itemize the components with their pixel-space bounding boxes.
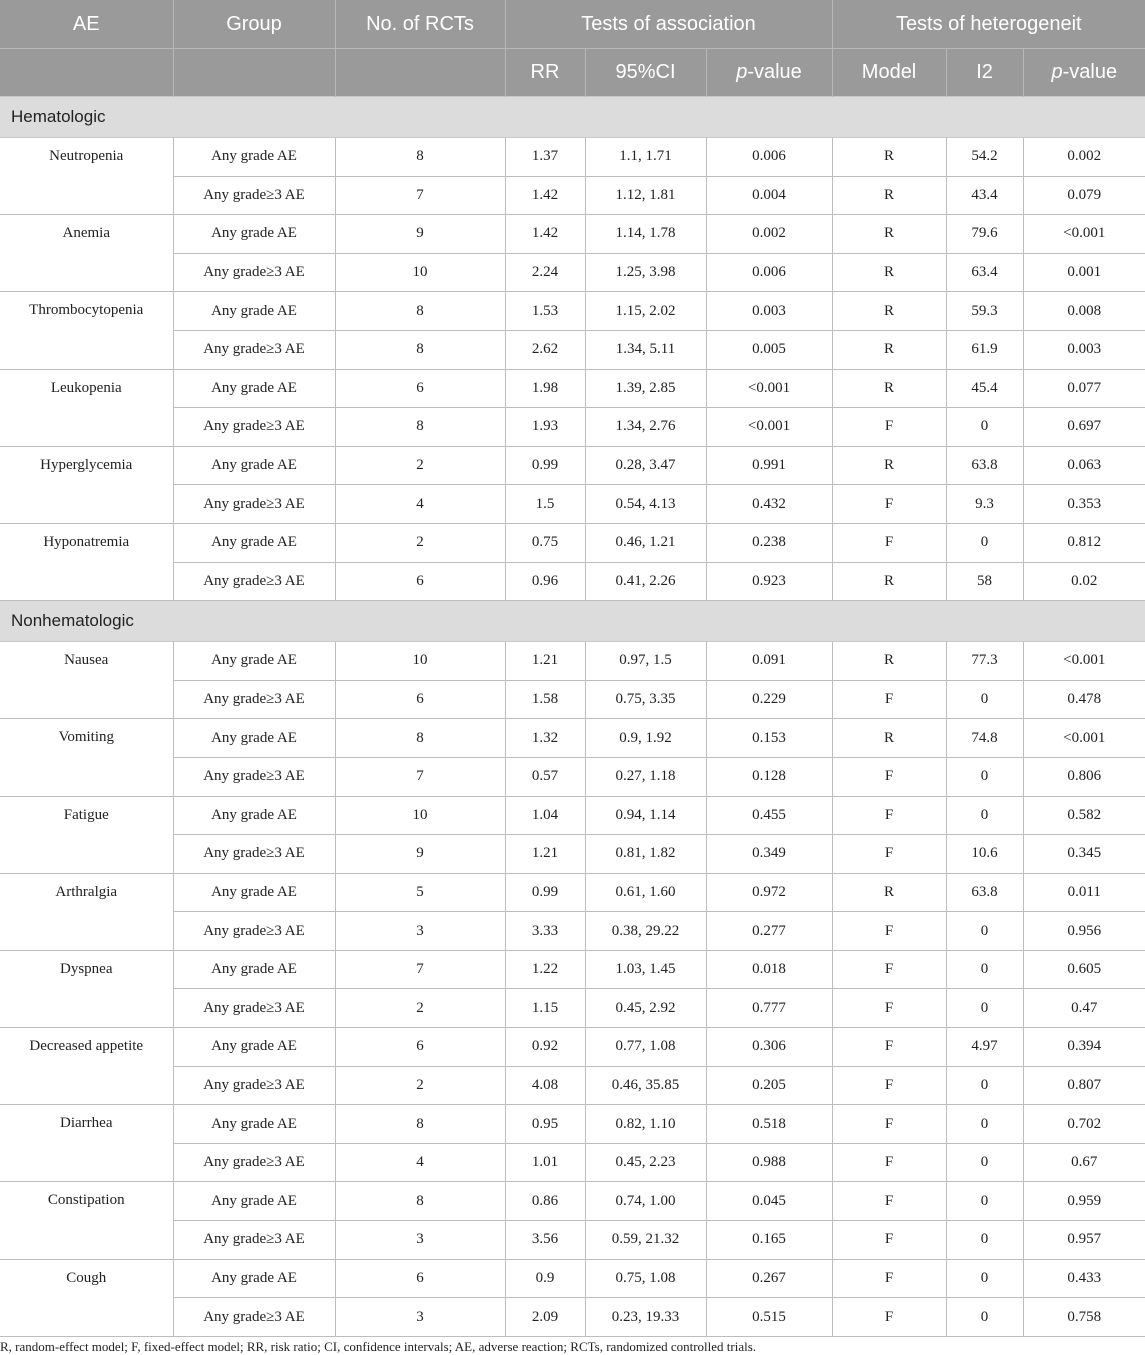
rr-cell: 1.22 <box>505 950 585 989</box>
heterogeneity-p-value-cell: 0.956 <box>1023 912 1145 951</box>
table-row <box>0 215 1145 254</box>
rr-cell: 3.56 <box>505 1221 585 1260</box>
i2-cell: 61.9 <box>946 330 1023 369</box>
rr-cell: 1.53 <box>505 292 585 331</box>
table-footnote: R, random-effect model; F, fixed-effect model; RR, risk ratio; CI, confidence intervals; AE, adverse reaction; RCTs, randomized controlled trials. <box>0 1339 757 1354</box>
group-cell: Any grade AE <box>173 1105 335 1144</box>
table-row <box>0 523 1145 562</box>
heterogeneity-p-value-cell: 0.001 <box>1023 253 1145 292</box>
heterogeneity-p-value-cell: 0.47 <box>1023 989 1145 1028</box>
header-rr: RR <box>505 49 585 97</box>
table-row <box>0 292 1145 331</box>
rcts-count-cell: 2 <box>335 446 505 485</box>
model-cell: F <box>832 757 946 796</box>
ae-name-cell: Thrombocytopenia <box>0 292 173 369</box>
header-p-italic: p <box>736 61 748 83</box>
rr-cell: 2.62 <box>505 330 585 369</box>
group-cell: Any grade AE <box>173 446 335 485</box>
heterogeneity-p-value-cell: 0.812 <box>1023 523 1145 562</box>
table-row <box>0 1259 1145 1298</box>
group-cell: Any grade≥3 AE <box>173 1143 335 1182</box>
p-value-cell: 0.045 <box>706 1182 832 1221</box>
header-het-p-rest: -value <box>1062 61 1118 83</box>
group-cell: Any grade≥3 AE <box>173 408 335 447</box>
table-row <box>0 719 1145 758</box>
ae-name-cell: Fatigue <box>0 796 173 873</box>
header-het-p-value <box>1023 49 1145 97</box>
ci-cell: 0.94, 1.14 <box>585 796 706 835</box>
i2-cell: 58 <box>946 562 1023 601</box>
model-cell: F <box>832 1182 946 1221</box>
group-cell: Any grade≥3 AE <box>173 989 335 1028</box>
ci-cell: 1.34, 5.11 <box>585 330 706 369</box>
model-cell: F <box>832 485 946 524</box>
header-het-p-italic: p <box>1051 61 1063 83</box>
model-cell: F <box>832 1028 946 1067</box>
i2-cell: 0 <box>946 1143 1023 1182</box>
ae-name-cell: Hyponatremia <box>0 523 173 600</box>
heterogeneity-p-value-cell: 0.807 <box>1023 1066 1145 1105</box>
rr-cell: 0.86 <box>505 1182 585 1221</box>
rr-cell: 2.09 <box>505 1298 585 1337</box>
header-tests-association: Tests of association <box>505 0 832 49</box>
rr-cell: 1.21 <box>505 642 585 681</box>
ae-name-cell: Constipation <box>0 1182 173 1259</box>
section-title: Hematologic <box>0 97 1145 138</box>
group-cell: Any grade AE <box>173 719 335 758</box>
p-value-cell: 0.455 <box>706 796 832 835</box>
i2-cell: 43.4 <box>946 176 1023 215</box>
rr-cell: 4.08 <box>505 1066 585 1105</box>
rcts-count-cell: 6 <box>335 369 505 408</box>
rcts-count-cell: 9 <box>335 215 505 254</box>
p-value-cell: 0.306 <box>706 1028 832 1067</box>
i2-cell: 0 <box>946 1066 1023 1105</box>
ci-cell: 0.9, 1.92 <box>585 719 706 758</box>
rcts-count-cell: 8 <box>335 1182 505 1221</box>
rcts-count-cell: 4 <box>335 1143 505 1182</box>
heterogeneity-p-value-cell: 0.605 <box>1023 950 1145 989</box>
heterogeneity-p-value-cell: 0.806 <box>1023 757 1145 796</box>
ci-cell: 1.14, 1.78 <box>585 215 706 254</box>
group-cell: Any grade AE <box>173 1259 335 1298</box>
model-cell: R <box>832 176 946 215</box>
group-cell: Any grade AE <box>173 1182 335 1221</box>
header-group-sub <box>173 49 335 97</box>
ci-cell: 1.39, 2.85 <box>585 369 706 408</box>
i2-cell: 10.6 <box>946 835 1023 874</box>
header-ae-sub <box>0 49 173 97</box>
rcts-count-cell: 8 <box>335 292 505 331</box>
table-row <box>0 446 1145 485</box>
header-p-value <box>706 49 832 97</box>
table-row <box>0 1105 1145 1144</box>
i2-cell: 0 <box>946 1298 1023 1337</box>
model-cell: F <box>832 1066 946 1105</box>
p-value-cell: 0.988 <box>706 1143 832 1182</box>
rcts-count-cell: 8 <box>335 719 505 758</box>
p-value-cell: 0.277 <box>706 912 832 951</box>
model-cell: F <box>832 835 946 874</box>
heterogeneity-p-value-cell: <0.001 <box>1023 215 1145 254</box>
ae-name-cell: Leukopenia <box>0 369 173 446</box>
rr-cell: 1.01 <box>505 1143 585 1182</box>
heterogeneity-p-value-cell: 0.003 <box>1023 330 1145 369</box>
rcts-count-cell: 2 <box>335 1066 505 1105</box>
model-cell: F <box>832 408 946 447</box>
group-cell: Any grade≥3 AE <box>173 176 335 215</box>
heterogeneity-p-value-cell: 0.959 <box>1023 1182 1145 1221</box>
p-value-cell: 0.267 <box>706 1259 832 1298</box>
i2-cell: 0 <box>946 950 1023 989</box>
rcts-count-cell: 8 <box>335 408 505 447</box>
ci-cell: 0.75, 3.35 <box>585 680 706 719</box>
heterogeneity-p-value-cell: 0.394 <box>1023 1028 1145 1067</box>
heterogeneity-p-value-cell: 0.582 <box>1023 796 1145 835</box>
rcts-count-cell: 2 <box>335 989 505 1028</box>
p-value-cell: 0.515 <box>706 1298 832 1337</box>
ci-cell: 0.27, 1.18 <box>585 757 706 796</box>
p-value-cell: <0.001 <box>706 408 832 447</box>
model-cell: R <box>832 292 946 331</box>
table-row <box>0 1028 1145 1067</box>
ci-cell: 0.75, 1.08 <box>585 1259 706 1298</box>
rr-cell: 0.92 <box>505 1028 585 1067</box>
i2-cell: 79.6 <box>946 215 1023 254</box>
heterogeneity-p-value-cell: 0.011 <box>1023 873 1145 912</box>
rr-cell: 1.58 <box>505 680 585 719</box>
rr-cell: 0.99 <box>505 446 585 485</box>
rcts-count-cell: 7 <box>335 176 505 215</box>
ci-cell: 0.45, 2.92 <box>585 989 706 1028</box>
ci-cell: 0.97, 1.5 <box>585 642 706 681</box>
p-value-cell: 0.006 <box>706 253 832 292</box>
ci-cell: 0.59, 21.32 <box>585 1221 706 1260</box>
group-cell: Any grade≥3 AE <box>173 680 335 719</box>
p-value-cell: 0.205 <box>706 1066 832 1105</box>
rr-cell: 1.98 <box>505 369 585 408</box>
i2-cell: 0 <box>946 680 1023 719</box>
group-cell: Any grade≥3 AE <box>173 835 335 874</box>
i2-cell: 0 <box>946 523 1023 562</box>
rcts-count-cell: 8 <box>335 1105 505 1144</box>
ci-cell: 0.74, 1.00 <box>585 1182 706 1221</box>
table-row <box>0 950 1145 989</box>
ci-cell: 0.61, 1.60 <box>585 873 706 912</box>
p-value-cell: 0.128 <box>706 757 832 796</box>
i2-cell: 63.4 <box>946 253 1023 292</box>
group-cell: Any grade≥3 AE <box>173 562 335 601</box>
model-cell: F <box>832 1105 946 1144</box>
p-value-cell: 0.991 <box>706 446 832 485</box>
i2-cell: 63.8 <box>946 873 1023 912</box>
header-tests-heterogeneity: Tests of heterogeneit <box>832 0 1145 49</box>
header-model: Model <box>832 49 946 97</box>
i2-cell: 0 <box>946 1182 1023 1221</box>
rr-cell: 1.04 <box>505 796 585 835</box>
i2-cell: 77.3 <box>946 642 1023 681</box>
model-cell: R <box>832 562 946 601</box>
table-row <box>0 1182 1145 1221</box>
group-cell: Any grade AE <box>173 138 335 177</box>
p-value-cell: 0.091 <box>706 642 832 681</box>
heterogeneity-p-value-cell: 0.702 <box>1023 1105 1145 1144</box>
table-row <box>0 873 1145 912</box>
p-value-cell: 0.165 <box>706 1221 832 1260</box>
rcts-count-cell: 9 <box>335 835 505 874</box>
ae-name-cell: Dyspnea <box>0 950 173 1027</box>
model-cell: R <box>832 138 946 177</box>
header-p-rest: -value <box>747 61 802 83</box>
rr-cell: 1.42 <box>505 176 585 215</box>
rcts-count-cell: 3 <box>335 1221 505 1260</box>
rr-cell: 0.95 <box>505 1105 585 1144</box>
group-cell: Any grade≥3 AE <box>173 912 335 951</box>
table-body <box>0 97 1145 1337</box>
ci-cell: 0.46, 1.21 <box>585 523 706 562</box>
table-header <box>0 0 1145 97</box>
heterogeneity-p-value-cell: 0.345 <box>1023 835 1145 874</box>
i2-cell: 9.3 <box>946 485 1023 524</box>
heterogeneity-p-value-cell: 0.008 <box>1023 292 1145 331</box>
i2-cell: 63.8 <box>946 446 1023 485</box>
rr-cell: 1.93 <box>505 408 585 447</box>
ae-name-cell: Arthralgia <box>0 873 173 950</box>
p-value-cell: 0.018 <box>706 950 832 989</box>
i2-cell: 45.4 <box>946 369 1023 408</box>
rcts-count-cell: 10 <box>335 796 505 835</box>
rcts-count-cell: 8 <box>335 330 505 369</box>
table-row <box>0 369 1145 408</box>
rr-cell: 0.99 <box>505 873 585 912</box>
rr-cell: 0.75 <box>505 523 585 562</box>
p-value-cell: 0.229 <box>706 680 832 719</box>
heterogeneity-p-value-cell: 0.002 <box>1023 138 1145 177</box>
table-row <box>0 138 1145 177</box>
p-value-cell: 0.004 <box>706 176 832 215</box>
rr-cell: 0.9 <box>505 1259 585 1298</box>
table-row <box>0 796 1145 835</box>
rcts-count-cell: 3 <box>335 1298 505 1337</box>
heterogeneity-p-value-cell: 0.079 <box>1023 176 1145 215</box>
heterogeneity-p-value-cell: 0.433 <box>1023 1259 1145 1298</box>
header-ae: AE <box>0 0 173 49</box>
ci-cell: 0.82, 1.10 <box>585 1105 706 1144</box>
p-value-cell: 0.005 <box>706 330 832 369</box>
model-cell: R <box>832 253 946 292</box>
heterogeneity-p-value-cell: 0.478 <box>1023 680 1145 719</box>
model-cell: F <box>832 1143 946 1182</box>
ci-cell: 1.34, 2.76 <box>585 408 706 447</box>
ci-cell: 1.15, 2.02 <box>585 292 706 331</box>
group-cell: Any grade AE <box>173 369 335 408</box>
ae-name-cell: Vomiting <box>0 719 173 796</box>
model-cell: F <box>832 912 946 951</box>
heterogeneity-p-value-cell: 0.02 <box>1023 562 1145 601</box>
ae-name-cell: Hyperglycemia <box>0 446 173 523</box>
model-cell: F <box>832 680 946 719</box>
section-row <box>0 97 1145 138</box>
rr-cell: 1.42 <box>505 215 585 254</box>
i2-cell: 74.8 <box>946 719 1023 758</box>
rr-cell: 0.96 <box>505 562 585 601</box>
heterogeneity-p-value-cell: <0.001 <box>1023 642 1145 681</box>
model-cell: R <box>832 369 946 408</box>
rcts-count-cell: 7 <box>335 757 505 796</box>
header-i2: I2 <box>946 49 1023 97</box>
ci-cell: 0.38, 29.22 <box>585 912 706 951</box>
p-value-cell: 0.432 <box>706 485 832 524</box>
model-cell: R <box>832 873 946 912</box>
i2-cell: 0 <box>946 1105 1023 1144</box>
rcts-count-cell: 8 <box>335 138 505 177</box>
group-cell: Any grade AE <box>173 796 335 835</box>
ae-name-cell: Anemia <box>0 215 173 292</box>
i2-cell: 0 <box>946 408 1023 447</box>
model-cell: F <box>832 989 946 1028</box>
rr-cell: 0.57 <box>505 757 585 796</box>
rr-cell: 1.21 <box>505 835 585 874</box>
p-value-cell: 0.777 <box>706 989 832 1028</box>
section-row <box>0 601 1145 642</box>
header-group: Group <box>173 0 335 49</box>
group-cell: Any grade AE <box>173 523 335 562</box>
rr-cell: 1.37 <box>505 138 585 177</box>
p-value-cell: 0.003 <box>706 292 832 331</box>
ci-cell: 1.12, 1.81 <box>585 176 706 215</box>
model-cell: F <box>832 523 946 562</box>
group-cell: Any grade AE <box>173 642 335 681</box>
p-value-cell: 0.518 <box>706 1105 832 1144</box>
group-cell: Any grade AE <box>173 873 335 912</box>
heterogeneity-p-value-cell: 0.758 <box>1023 1298 1145 1337</box>
ci-cell: 0.46, 35.85 <box>585 1066 706 1105</box>
p-value-cell: <0.001 <box>706 369 832 408</box>
ae-name-cell: Nausea <box>0 642 173 719</box>
rcts-count-cell: 6 <box>335 680 505 719</box>
model-cell: R <box>832 215 946 254</box>
header-ci: 95%CI <box>585 49 706 97</box>
group-cell: Any grade≥3 AE <box>173 1298 335 1337</box>
i2-cell: 0 <box>946 1221 1023 1260</box>
p-value-cell: 0.238 <box>706 523 832 562</box>
ci-cell: 0.23, 19.33 <box>585 1298 706 1337</box>
ci-cell: 0.81, 1.82 <box>585 835 706 874</box>
ci-cell: 0.77, 1.08 <box>585 1028 706 1067</box>
p-value-cell: 0.923 <box>706 562 832 601</box>
group-cell: Any grade AE <box>173 215 335 254</box>
i2-cell: 0 <box>946 796 1023 835</box>
heterogeneity-p-value-cell: 0.063 <box>1023 446 1145 485</box>
ci-cell: 1.1, 1.71 <box>585 138 706 177</box>
rcts-count-cell: 10 <box>335 642 505 681</box>
group-cell: Any grade AE <box>173 1028 335 1067</box>
heterogeneity-p-value-cell: 0.957 <box>1023 1221 1145 1260</box>
group-cell: Any grade≥3 AE <box>173 253 335 292</box>
ci-cell: 1.03, 1.45 <box>585 950 706 989</box>
group-cell: Any grade AE <box>173 950 335 989</box>
heterogeneity-p-value-cell: 0.697 <box>1023 408 1145 447</box>
model-cell: F <box>832 950 946 989</box>
group-cell: Any grade≥3 AE <box>173 757 335 796</box>
model-cell: F <box>832 1221 946 1260</box>
model-cell: R <box>832 446 946 485</box>
rcts-count-cell: 2 <box>335 523 505 562</box>
group-cell: Any grade≥3 AE <box>173 1221 335 1260</box>
rcts-count-cell: 6 <box>335 1028 505 1067</box>
rr-cell: 1.32 <box>505 719 585 758</box>
model-cell: R <box>832 330 946 369</box>
group-cell: Any grade≥3 AE <box>173 485 335 524</box>
i2-cell: 0 <box>946 912 1023 951</box>
ae-name-cell: Neutropenia <box>0 138 173 215</box>
i2-cell: 0 <box>946 1259 1023 1298</box>
heterogeneity-p-value-cell: <0.001 <box>1023 719 1145 758</box>
p-value-cell: 0.972 <box>706 873 832 912</box>
rr-cell: 1.15 <box>505 989 585 1028</box>
group-cell: Any grade AE <box>173 292 335 331</box>
i2-cell: 4.97 <box>946 1028 1023 1067</box>
rr-cell: 3.33 <box>505 912 585 951</box>
model-cell: F <box>832 1298 946 1337</box>
model-cell: R <box>832 642 946 681</box>
rcts-count-cell: 7 <box>335 950 505 989</box>
i2-cell: 0 <box>946 757 1023 796</box>
i2-cell: 59.3 <box>946 292 1023 331</box>
p-value-cell: 0.153 <box>706 719 832 758</box>
ci-cell: 0.28, 3.47 <box>585 446 706 485</box>
p-value-cell: 0.002 <box>706 215 832 254</box>
rcts-count-cell: 3 <box>335 912 505 951</box>
heterogeneity-p-value-cell: 0.353 <box>1023 485 1145 524</box>
ae-name-cell: Decreased appetite <box>0 1028 173 1105</box>
section-title: Nonhematologic <box>0 601 1145 642</box>
rcts-count-cell: 10 <box>335 253 505 292</box>
p-value-cell: 0.349 <box>706 835 832 874</box>
model-cell: R <box>832 719 946 758</box>
ae-name-cell: Cough <box>0 1259 173 1336</box>
rcts-count-cell: 4 <box>335 485 505 524</box>
ci-cell: 0.54, 4.13 <box>585 485 706 524</box>
header-rcts-sub <box>335 49 505 97</box>
ci-cell: 0.41, 2.26 <box>585 562 706 601</box>
heterogeneity-p-value-cell: 0.077 <box>1023 369 1145 408</box>
group-cell: Any grade≥3 AE <box>173 1066 335 1105</box>
rr-cell: 1.5 <box>505 485 585 524</box>
rcts-count-cell: 6 <box>335 1259 505 1298</box>
p-value-cell: 0.006 <box>706 138 832 177</box>
rcts-count-cell: 5 <box>335 873 505 912</box>
model-cell: F <box>832 796 946 835</box>
model-cell: F <box>832 1259 946 1298</box>
heterogeneity-p-value-cell: 0.67 <box>1023 1143 1145 1182</box>
i2-cell: 0 <box>946 989 1023 1028</box>
header-rcts: No. of RCTs <box>335 0 505 49</box>
table-row <box>0 642 1145 681</box>
group-cell: Any grade≥3 AE <box>173 330 335 369</box>
rr-cell: 2.24 <box>505 253 585 292</box>
i2-cell: 54.2 <box>946 138 1023 177</box>
rcts-count-cell: 6 <box>335 562 505 601</box>
ci-cell: 1.25, 3.98 <box>585 253 706 292</box>
ae-name-cell: Diarrhea <box>0 1105 173 1182</box>
ci-cell: 0.45, 2.23 <box>585 1143 706 1182</box>
